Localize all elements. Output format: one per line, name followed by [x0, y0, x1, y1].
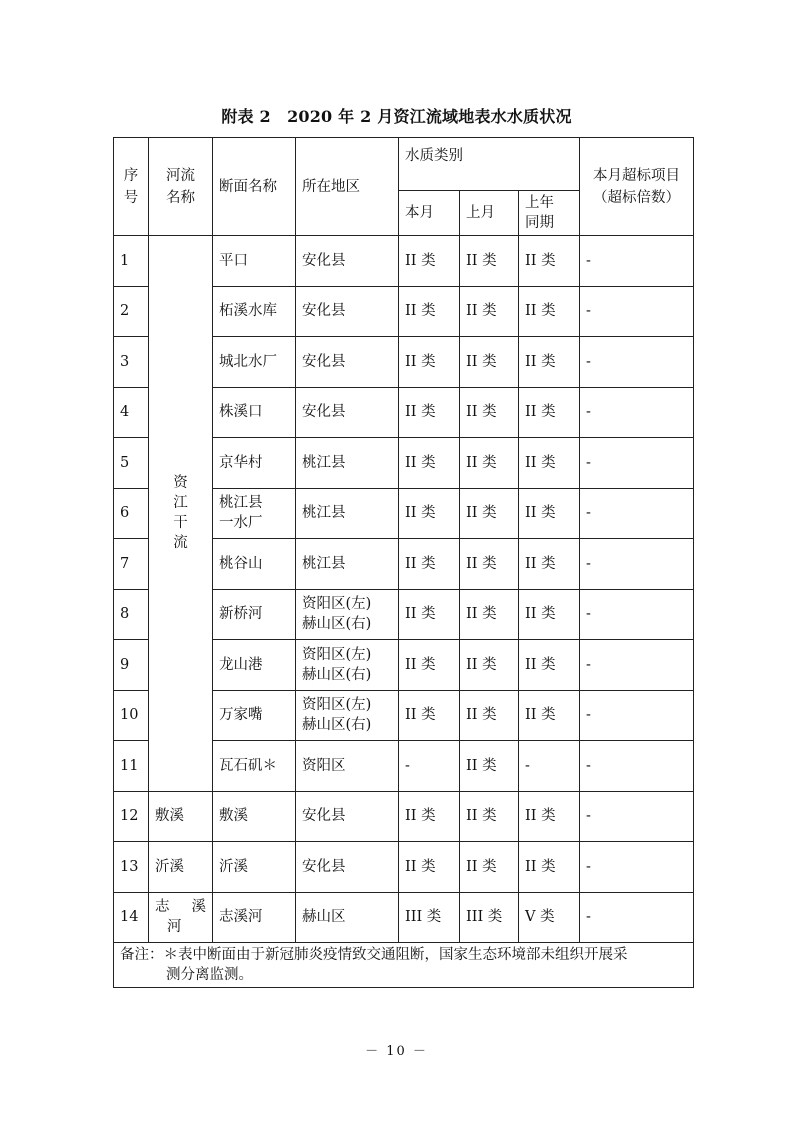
table-row [114, 892, 694, 943]
cell-no: 3 [114, 337, 149, 388]
cell-last-month: II 类 [460, 640, 519, 691]
cell-section: 桃江县 一水厂 [213, 488, 296, 539]
cell-last-year: II 类 [519, 589, 580, 640]
cell-region: 资阳区(左) 赫山区(右) [296, 589, 399, 640]
river-char: 志 [155, 899, 170, 916]
cell-region: 资阳区(左) 赫山区(右) [296, 640, 399, 691]
cell-last-year: II 类 [519, 791, 580, 842]
note-row [114, 943, 694, 988]
river-cell-yixi: 沂溪 [149, 842, 213, 893]
cell-last-year: II 类 [519, 236, 580, 287]
river-cell-zhixihe [149, 892, 213, 943]
cell-section: 平口 [213, 236, 296, 287]
river-char: 河 [167, 919, 182, 936]
cell-this-month: II 类 [399, 488, 460, 539]
cell-this-month: II 类 [399, 387, 460, 438]
cell-exceed: - [580, 438, 694, 489]
cell-section: 柘溪水库 [213, 286, 296, 337]
header-section: 断面名称 [213, 138, 296, 236]
cell-region: 安化县 [296, 236, 399, 287]
cell-section: 龙山港 [213, 640, 296, 691]
cell-this-month: II 类 [399, 337, 460, 388]
cell-last-year: II 类 [519, 690, 580, 741]
cell-last-year: II 类 [519, 539, 580, 590]
cell-last-year: II 类 [519, 640, 580, 691]
cell-last-year: II 类 [519, 438, 580, 489]
cell-section: 新桥河 [213, 589, 296, 640]
cell-this-month: II 类 [399, 791, 460, 842]
cell-no: 13 [114, 842, 149, 893]
cell-section: 志溪河 [213, 892, 296, 943]
cell-region: 安化县 [296, 387, 399, 438]
cell-exceed: - [580, 337, 694, 388]
note-label: 备注： [120, 947, 164, 963]
header-seq [114, 138, 149, 236]
river-char: 江 [173, 495, 188, 512]
cell-section: 城北水厂 [213, 337, 296, 388]
cell-last-year: V 类 [519, 892, 580, 943]
cell-last-year: II 类 [519, 337, 580, 388]
cell-no: 11 [114, 741, 149, 792]
cell-last-month: II 类 [460, 488, 519, 539]
cell-last-month: II 类 [460, 337, 519, 388]
cell-last-month: II 类 [460, 791, 519, 842]
river-char: 干 [173, 515, 188, 532]
river-char: 流 [173, 535, 188, 552]
header-last-year [519, 191, 580, 236]
cell-this-month: II 类 [399, 842, 460, 893]
cell-exceed: - [580, 589, 694, 640]
header-region: 所在地区 [296, 138, 399, 236]
cell-this-month: II 类 [399, 589, 460, 640]
header-quality: 水质类别 [399, 138, 580, 191]
cell-exceed: - [580, 387, 694, 438]
cell-no: 4 [114, 387, 149, 438]
cell-this-month: II 类 [399, 236, 460, 287]
cell-exceed: - [580, 236, 694, 287]
cell-this-month: II 类 [399, 438, 460, 489]
cell-last-month: II 类 [460, 589, 519, 640]
cell-region: 桃江县 [296, 438, 399, 489]
cell-last-month: III 类 [460, 892, 519, 943]
note-line2: 测分离监测。 [166, 967, 253, 983]
cell-section: 京华村 [213, 438, 296, 489]
cell-region: 赫山区 [296, 892, 399, 943]
river-cell-fuxi: 敷溪 [149, 791, 213, 842]
header-river-text: 河流名称 [166, 167, 195, 206]
cell-exceed: - [580, 690, 694, 741]
cell-last-year: - [519, 741, 580, 792]
cell-region: 安化县 [296, 842, 399, 893]
header-this-month: 本月 [399, 191, 460, 236]
cell-this-month: - [399, 741, 460, 792]
cell-last-month: II 类 [460, 286, 519, 337]
note-line1: ＊表中断面由于新冠肺炎疫情致交通阻断，国家生态环境部未组织开展采 [163, 947, 628, 963]
cell-last-year: II 类 [519, 488, 580, 539]
cell-this-month: II 类 [399, 286, 460, 337]
note-cell [114, 943, 694, 988]
cell-exceed: - [580, 741, 694, 792]
header-last-month: 上月 [460, 191, 519, 236]
cell-exceed: - [580, 488, 694, 539]
cell-this-month: II 类 [399, 640, 460, 691]
cell-no: 1 [114, 236, 149, 287]
cell-this-month: II 类 [399, 690, 460, 741]
cell-last-month: II 类 [460, 438, 519, 489]
page-number: － 10 － [365, 1044, 428, 1059]
cell-no: 8 [114, 589, 149, 640]
cell-section: 敷溪 [213, 791, 296, 842]
cell-region: 安化县 [296, 286, 399, 337]
cell-section: 沂溪 [213, 842, 296, 893]
river-char: 资 [173, 475, 188, 492]
table-title: 附表 2 2020 年 2 月资江流域地表水水质状况 [221, 107, 572, 126]
header-exceed-text: 本月超标项目（超标倍数） [592, 167, 680, 206]
cell-region: 资阳区 [296, 741, 399, 792]
header-last-year-text: 上年同期 [525, 195, 554, 231]
cell-exceed: - [580, 842, 694, 893]
cell-section: 万家嘴 [213, 690, 296, 741]
cell-section: 株溪口 [213, 387, 296, 438]
cell-no: 10 [114, 690, 149, 741]
cell-region: 桃江县 [296, 488, 399, 539]
cell-section: 桃谷山 [213, 539, 296, 590]
header-river [149, 138, 213, 236]
header-seq-text: 序号 [123, 167, 139, 206]
cell-exceed: - [580, 286, 694, 337]
cell-section: 瓦石矶＊ [213, 741, 296, 792]
header-row [114, 138, 694, 191]
cell-no: 14 [114, 892, 149, 943]
header-exceed [580, 138, 694, 236]
cell-exceed: - [580, 539, 694, 590]
cell-exceed: - [580, 791, 694, 842]
table-row [114, 236, 694, 287]
cell-last-year: II 类 [519, 387, 580, 438]
cell-no: 12 [114, 791, 149, 842]
cell-region: 安化县 [296, 791, 399, 842]
cell-exceed: - [580, 892, 694, 943]
cell-last-year: II 类 [519, 842, 580, 893]
cell-last-month: II 类 [460, 236, 519, 287]
cell-last-month: II 类 [460, 539, 519, 590]
cell-this-month: III 类 [399, 892, 460, 943]
table-row [114, 842, 694, 893]
cell-no: 6 [114, 488, 149, 539]
cell-last-year: II 类 [519, 286, 580, 337]
cell-region: 桃江县 [296, 539, 399, 590]
cell-exceed: - [580, 640, 694, 691]
cell-last-month: II 类 [460, 690, 519, 741]
water-quality-table [113, 137, 694, 988]
cell-region: 资阳区(左) 赫山区(右) [296, 690, 399, 741]
river-cell-zijiang [149, 236, 213, 792]
cell-no: 9 [114, 640, 149, 691]
cell-last-month: II 类 [460, 387, 519, 438]
cell-last-month: II 类 [460, 842, 519, 893]
cell-no: 5 [114, 438, 149, 489]
table-row [114, 791, 694, 842]
cell-this-month: II 类 [399, 539, 460, 590]
cell-no: 2 [114, 286, 149, 337]
cell-last-month: II 类 [460, 741, 519, 792]
cell-no: 7 [114, 539, 149, 590]
cell-region: 安化县 [296, 337, 399, 388]
river-char: 溪 [191, 899, 206, 916]
